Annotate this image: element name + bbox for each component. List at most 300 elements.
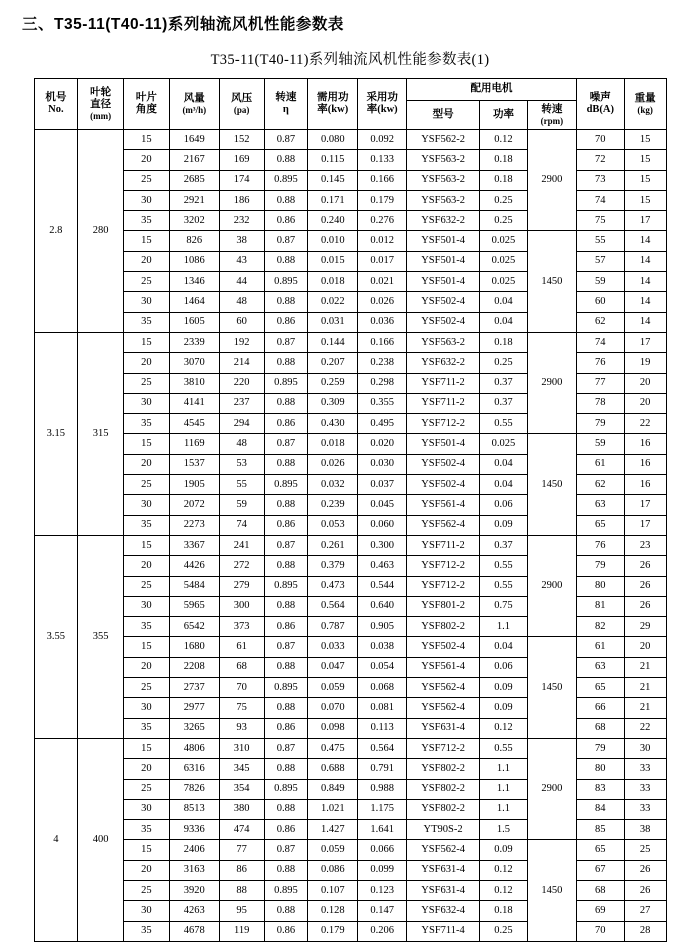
cell-efficiency: 0.87 bbox=[264, 637, 308, 657]
cell-motor-power: 0.25 bbox=[480, 353, 528, 373]
cell-required-power: 0.309 bbox=[308, 393, 358, 413]
cell-air-volume: 2685 bbox=[169, 170, 219, 190]
table-row bbox=[34, 130, 666, 150]
cell-air-pressure: 169 bbox=[219, 150, 264, 170]
cell-motor-model: YSF502-4 bbox=[407, 637, 480, 657]
cell-adopted-power: 0.133 bbox=[358, 150, 407, 170]
cell-air-volume: 2977 bbox=[169, 698, 219, 718]
cell-efficiency: 0.88 bbox=[264, 556, 308, 576]
section-title: 三、T35-11(T40-11)系列轴流风机性能参数表 bbox=[22, 16, 344, 33]
cell-air-pressure: 354 bbox=[219, 779, 264, 799]
cell-noise: 70 bbox=[576, 130, 624, 150]
cell-weight: 17 bbox=[624, 495, 666, 515]
cell-motor-power: 0.04 bbox=[480, 292, 528, 312]
cell-blade-angle: 25 bbox=[124, 272, 170, 292]
cell-adopted-power: 0.020 bbox=[358, 434, 407, 454]
cell-noise: 78 bbox=[576, 393, 624, 413]
table-row bbox=[34, 738, 666, 758]
cell-blade-angle: 35 bbox=[124, 414, 170, 434]
cell-motor-model: YT90S-2 bbox=[407, 820, 480, 840]
table-row bbox=[34, 840, 666, 860]
cell-air-pressure: 294 bbox=[219, 414, 264, 434]
cell-air-pressure: 86 bbox=[219, 860, 264, 880]
cell-required-power: 0.010 bbox=[308, 231, 358, 251]
cell-efficiency: 0.895 bbox=[264, 880, 308, 900]
cell-noise: 61 bbox=[576, 454, 624, 474]
cell-noise: 70 bbox=[576, 921, 624, 941]
cell-efficiency: 0.88 bbox=[264, 657, 308, 677]
cell-required-power: 0.070 bbox=[308, 698, 358, 718]
header-required-power-line2: 率(kw) bbox=[317, 104, 349, 115]
cell-weight: 16 bbox=[624, 475, 666, 495]
cell-required-power: 0.128 bbox=[308, 901, 358, 921]
cell-air-volume: 3202 bbox=[169, 211, 219, 231]
cell-impeller-diameter: 280 bbox=[78, 130, 124, 333]
cell-weight: 15 bbox=[624, 150, 666, 170]
cell-air-pressure: 70 bbox=[219, 678, 264, 698]
cell-motor-power: 0.06 bbox=[480, 657, 528, 677]
cell-required-power: 0.098 bbox=[308, 718, 358, 738]
header-impeller-diameter-unit: (mm) bbox=[90, 110, 112, 121]
cell-adopted-power: 0.791 bbox=[358, 759, 407, 779]
cell-motor-model: YSF563-2 bbox=[407, 190, 480, 210]
cell-air-volume: 6316 bbox=[169, 759, 219, 779]
cell-adopted-power: 0.238 bbox=[358, 353, 407, 373]
cell-required-power: 0.261 bbox=[308, 535, 358, 555]
cell-efficiency: 0.88 bbox=[264, 454, 308, 474]
cell-motor-model: YSF502-4 bbox=[407, 454, 480, 474]
cell-model-no: 3.55 bbox=[34, 535, 78, 738]
cell-blade-angle: 20 bbox=[124, 353, 170, 373]
cell-blade-angle: 30 bbox=[124, 901, 170, 921]
cell-efficiency: 0.88 bbox=[264, 292, 308, 312]
cell-motor-power: 1.5 bbox=[480, 820, 528, 840]
cell-motor-power: 0.09 bbox=[480, 840, 528, 860]
cell-required-power: 0.240 bbox=[308, 211, 358, 231]
cell-blade-angle: 25 bbox=[124, 779, 170, 799]
cell-motor-speed: 2900 bbox=[527, 535, 576, 636]
cell-noise: 63 bbox=[576, 657, 624, 677]
cell-noise: 72 bbox=[576, 150, 624, 170]
cell-adopted-power: 0.037 bbox=[358, 475, 407, 495]
cell-blade-angle: 35 bbox=[124, 820, 170, 840]
cell-air-pressure: 44 bbox=[219, 272, 264, 292]
cell-motor-model: YSF501-4 bbox=[407, 272, 480, 292]
cell-noise: 65 bbox=[576, 678, 624, 698]
cell-efficiency: 0.88 bbox=[264, 150, 308, 170]
cell-efficiency: 0.86 bbox=[264, 617, 308, 637]
cell-motor-power: 0.04 bbox=[480, 312, 528, 332]
cell-efficiency: 0.88 bbox=[264, 495, 308, 515]
cell-blade-angle: 20 bbox=[124, 657, 170, 677]
cell-weight: 27 bbox=[624, 901, 666, 921]
cell-adopted-power: 0.012 bbox=[358, 231, 407, 251]
cell-noise: 59 bbox=[576, 434, 624, 454]
cell-blade-angle: 15 bbox=[124, 434, 170, 454]
cell-required-power: 0.145 bbox=[308, 170, 358, 190]
cell-weight: 26 bbox=[624, 860, 666, 880]
cell-efficiency: 0.87 bbox=[264, 535, 308, 555]
cell-efficiency: 0.88 bbox=[264, 759, 308, 779]
cell-motor-model: YSF502-4 bbox=[407, 312, 480, 332]
table-body bbox=[34, 130, 666, 942]
cell-blade-angle: 15 bbox=[124, 332, 170, 352]
cell-air-pressure: 214 bbox=[219, 353, 264, 373]
cell-noise: 62 bbox=[576, 312, 624, 332]
cell-efficiency: 0.86 bbox=[264, 312, 308, 332]
cell-blade-angle: 30 bbox=[124, 596, 170, 616]
cell-required-power: 0.475 bbox=[308, 738, 358, 758]
cell-efficiency: 0.87 bbox=[264, 434, 308, 454]
cell-efficiency: 0.87 bbox=[264, 130, 308, 150]
cell-air-pressure: 95 bbox=[219, 901, 264, 921]
cell-blade-angle: 35 bbox=[124, 617, 170, 637]
cell-weight: 28 bbox=[624, 921, 666, 941]
cell-motor-power: 0.06 bbox=[480, 495, 528, 515]
header-air-pressure-unit: (pa) bbox=[233, 104, 250, 115]
cell-blade-angle: 30 bbox=[124, 799, 170, 819]
cell-motor-power: 1.1 bbox=[480, 617, 528, 637]
cell-required-power: 0.688 bbox=[308, 759, 358, 779]
cell-motor-model: YSF501-4 bbox=[407, 231, 480, 251]
cell-noise: 68 bbox=[576, 718, 624, 738]
cell-air-pressure: 232 bbox=[219, 211, 264, 231]
cell-motor-model: YSF632-2 bbox=[407, 211, 480, 231]
cell-motor-power: 1.1 bbox=[480, 759, 528, 779]
cell-adopted-power: 0.054 bbox=[358, 657, 407, 677]
cell-efficiency: 0.86 bbox=[264, 211, 308, 231]
cell-noise: 80 bbox=[576, 759, 624, 779]
cell-noise: 83 bbox=[576, 779, 624, 799]
cell-weight: 14 bbox=[624, 312, 666, 332]
cell-required-power: 1.427 bbox=[308, 820, 358, 840]
header-noise-line2: dB(A) bbox=[586, 104, 614, 115]
header-air-pressure-line1: 风压 bbox=[231, 92, 253, 104]
cell-air-volume: 3265 bbox=[169, 718, 219, 738]
cell-motor-speed: 2900 bbox=[527, 738, 576, 839]
cell-adopted-power: 0.544 bbox=[358, 576, 407, 596]
table-row bbox=[34, 231, 666, 251]
cell-air-pressure: 38 bbox=[219, 231, 264, 251]
cell-motor-speed: 2900 bbox=[527, 130, 576, 231]
header-air-volume bbox=[169, 79, 219, 130]
document-page bbox=[0, 12, 700, 937]
cell-motor-power: 0.09 bbox=[480, 515, 528, 535]
header-adopted-power bbox=[358, 79, 407, 130]
cell-motor-power: 0.09 bbox=[480, 698, 528, 718]
cell-motor-model: YSF563-2 bbox=[407, 150, 480, 170]
cell-adopted-power: 0.092 bbox=[358, 130, 407, 150]
header-impeller-diameter-line2: 直径 bbox=[90, 98, 112, 110]
header-blade-angle-line2: 角度 bbox=[135, 104, 157, 115]
cell-noise: 60 bbox=[576, 292, 624, 312]
cell-motor-power: 0.18 bbox=[480, 170, 528, 190]
table-header bbox=[34, 79, 666, 130]
header-model-no-line1: 机号 bbox=[45, 91, 67, 103]
cell-adopted-power: 0.988 bbox=[358, 779, 407, 799]
cell-air-pressure: 48 bbox=[219, 434, 264, 454]
header-motor-speed bbox=[527, 101, 576, 130]
header-required-power bbox=[308, 79, 358, 130]
cell-motor-power: 0.55 bbox=[480, 556, 528, 576]
cell-blade-angle: 30 bbox=[124, 292, 170, 312]
cell-air-volume: 2921 bbox=[169, 190, 219, 210]
cell-noise: 73 bbox=[576, 170, 624, 190]
cell-motor-model: YSF802-2 bbox=[407, 617, 480, 637]
cell-motor-model: YSF712-2 bbox=[407, 556, 480, 576]
cell-noise: 76 bbox=[576, 535, 624, 555]
cell-blade-angle: 30 bbox=[124, 698, 170, 718]
header-air-volume-line1: 风量 bbox=[183, 92, 205, 104]
cell-weight: 14 bbox=[624, 292, 666, 312]
cell-adopted-power: 0.905 bbox=[358, 617, 407, 637]
cell-motor-model: YSF712-2 bbox=[407, 576, 480, 596]
cell-efficiency: 0.88 bbox=[264, 393, 308, 413]
cell-required-power: 0.033 bbox=[308, 637, 358, 657]
cell-air-pressure: 373 bbox=[219, 617, 264, 637]
cell-motor-model: YSF502-4 bbox=[407, 475, 480, 495]
cell-efficiency: 0.88 bbox=[264, 901, 308, 921]
cell-motor-model: YSF562-4 bbox=[407, 698, 480, 718]
cell-air-volume: 2208 bbox=[169, 657, 219, 677]
cell-motor-model: YSF711-2 bbox=[407, 373, 480, 393]
cell-weight: 14 bbox=[624, 231, 666, 251]
cell-adopted-power: 0.081 bbox=[358, 698, 407, 718]
cell-motor-power: 0.55 bbox=[480, 414, 528, 434]
cell-motor-model: YSF711-2 bbox=[407, 535, 480, 555]
cell-adopted-power: 0.640 bbox=[358, 596, 407, 616]
cell-required-power: 0.059 bbox=[308, 678, 358, 698]
cell-efficiency: 0.895 bbox=[264, 170, 308, 190]
cell-motor-model: YSF561-4 bbox=[407, 495, 480, 515]
cell-required-power: 0.207 bbox=[308, 353, 358, 373]
header-air-pressure bbox=[219, 79, 264, 130]
cell-adopted-power: 0.030 bbox=[358, 454, 407, 474]
cell-air-volume: 4806 bbox=[169, 738, 219, 758]
cell-air-volume: 3070 bbox=[169, 353, 219, 373]
cell-blade-angle: 15 bbox=[124, 231, 170, 251]
cell-air-pressure: 59 bbox=[219, 495, 264, 515]
cell-efficiency: 0.87 bbox=[264, 738, 308, 758]
cell-required-power: 0.047 bbox=[308, 657, 358, 677]
cell-efficiency: 0.88 bbox=[264, 353, 308, 373]
cell-efficiency: 0.895 bbox=[264, 272, 308, 292]
cell-motor-power: 0.12 bbox=[480, 130, 528, 150]
cell-motor-model: YSF563-2 bbox=[407, 170, 480, 190]
cell-motor-model: YSF802-2 bbox=[407, 799, 480, 819]
cell-noise: 80 bbox=[576, 576, 624, 596]
cell-noise: 57 bbox=[576, 251, 624, 271]
header-noise bbox=[576, 79, 624, 130]
cell-noise: 82 bbox=[576, 617, 624, 637]
cell-weight: 14 bbox=[624, 272, 666, 292]
cell-motor-power: 0.12 bbox=[480, 718, 528, 738]
cell-air-pressure: 174 bbox=[219, 170, 264, 190]
cell-noise: 63 bbox=[576, 495, 624, 515]
cell-motor-model: YSF561-4 bbox=[407, 657, 480, 677]
cell-efficiency: 0.88 bbox=[264, 596, 308, 616]
cell-required-power: 0.080 bbox=[308, 130, 358, 150]
cell-efficiency: 0.86 bbox=[264, 414, 308, 434]
header-adopted-power-line2: 率(kw) bbox=[366, 104, 398, 115]
fan-performance-table bbox=[34, 78, 667, 942]
cell-blade-angle: 15 bbox=[124, 637, 170, 657]
cell-weight: 17 bbox=[624, 211, 666, 231]
cell-motor-speed: 1450 bbox=[527, 434, 576, 535]
cell-air-volume: 3163 bbox=[169, 860, 219, 880]
cell-air-volume: 1649 bbox=[169, 130, 219, 150]
table-row bbox=[34, 434, 666, 454]
cell-adopted-power: 0.298 bbox=[358, 373, 407, 393]
cell-blade-angle: 25 bbox=[124, 880, 170, 900]
cell-motor-model: YSF562-4 bbox=[407, 678, 480, 698]
cell-impeller-diameter: 355 bbox=[78, 535, 124, 738]
cell-weight: 20 bbox=[624, 637, 666, 657]
cell-motor-model: YSF711-2 bbox=[407, 393, 480, 413]
cell-adopted-power: 0.495 bbox=[358, 414, 407, 434]
cell-air-pressure: 75 bbox=[219, 698, 264, 718]
cell-motor-model: YSF631-4 bbox=[407, 880, 480, 900]
cell-adopted-power: 0.123 bbox=[358, 880, 407, 900]
cell-blade-angle: 30 bbox=[124, 393, 170, 413]
cell-blade-angle: 30 bbox=[124, 495, 170, 515]
cell-air-pressure: 48 bbox=[219, 292, 264, 312]
cell-motor-speed: 2900 bbox=[527, 332, 576, 433]
cell-weight: 15 bbox=[624, 190, 666, 210]
cell-weight: 16 bbox=[624, 454, 666, 474]
cell-blade-angle: 35 bbox=[124, 921, 170, 941]
header-weight-line1: 重量 bbox=[634, 92, 656, 104]
cell-air-pressure: 186 bbox=[219, 190, 264, 210]
cell-noise: 65 bbox=[576, 840, 624, 860]
header-motor-group: 配用电机 bbox=[407, 79, 577, 101]
cell-motor-power: 1.1 bbox=[480, 779, 528, 799]
cell-air-volume: 1905 bbox=[169, 475, 219, 495]
cell-motor-power: 0.18 bbox=[480, 332, 528, 352]
cell-motor-power: 0.25 bbox=[480, 190, 528, 210]
cell-noise: 55 bbox=[576, 231, 624, 251]
cell-air-pressure: 152 bbox=[219, 130, 264, 150]
cell-required-power: 0.018 bbox=[308, 272, 358, 292]
cell-motor-power: 0.37 bbox=[480, 373, 528, 393]
cell-air-volume: 1605 bbox=[169, 312, 219, 332]
cell-noise: 67 bbox=[576, 860, 624, 880]
cell-weight: 19 bbox=[624, 353, 666, 373]
cell-air-volume: 2339 bbox=[169, 332, 219, 352]
cell-motor-model: YSF632-2 bbox=[407, 353, 480, 373]
cell-air-volume: 5484 bbox=[169, 576, 219, 596]
header-impeller-diameter bbox=[78, 79, 124, 130]
cell-air-pressure: 88 bbox=[219, 880, 264, 900]
cell-motor-power: 0.55 bbox=[480, 738, 528, 758]
cell-noise: 74 bbox=[576, 190, 624, 210]
cell-required-power: 0.115 bbox=[308, 150, 358, 170]
cell-weight: 17 bbox=[624, 332, 666, 352]
cell-motor-speed: 1450 bbox=[527, 840, 576, 941]
cell-air-pressure: 345 bbox=[219, 759, 264, 779]
cell-air-pressure: 300 bbox=[219, 596, 264, 616]
cell-air-pressure: 53 bbox=[219, 454, 264, 474]
cell-motor-speed: 1450 bbox=[527, 637, 576, 738]
cell-efficiency: 0.895 bbox=[264, 475, 308, 495]
cell-motor-speed: 1450 bbox=[527, 231, 576, 332]
header-required-power-line1: 需用功 bbox=[317, 91, 349, 103]
cell-weight: 33 bbox=[624, 799, 666, 819]
table-caption: T35-11(T40-11)系列轴流风机性能参数表(1) bbox=[210, 52, 490, 68]
cell-efficiency: 0.86 bbox=[264, 921, 308, 941]
cell-adopted-power: 0.147 bbox=[358, 901, 407, 921]
cell-air-volume: 2167 bbox=[169, 150, 219, 170]
cell-motor-power: 0.025 bbox=[480, 251, 528, 271]
cell-adopted-power: 0.166 bbox=[358, 170, 407, 190]
cell-noise: 75 bbox=[576, 211, 624, 231]
cell-required-power: 0.171 bbox=[308, 190, 358, 210]
cell-efficiency: 0.895 bbox=[264, 576, 308, 596]
cell-motor-power: 0.37 bbox=[480, 535, 528, 555]
cell-efficiency: 0.87 bbox=[264, 840, 308, 860]
cell-air-pressure: 119 bbox=[219, 921, 264, 941]
cell-motor-model: YSF802-2 bbox=[407, 759, 480, 779]
cell-adopted-power: 0.060 bbox=[358, 515, 407, 535]
cell-adopted-power: 0.113 bbox=[358, 718, 407, 738]
header-efficiency-line1: 转速 bbox=[275, 91, 297, 103]
cell-noise: 79 bbox=[576, 738, 624, 758]
header-model-no-line2: No. bbox=[48, 104, 64, 115]
cell-air-volume: 4678 bbox=[169, 921, 219, 941]
cell-efficiency: 0.86 bbox=[264, 820, 308, 840]
header-motor-speed-unit: (rpm) bbox=[540, 115, 564, 126]
cell-weight: 20 bbox=[624, 373, 666, 393]
cell-motor-model: YSF562-2 bbox=[407, 130, 480, 150]
cell-blade-angle: 35 bbox=[124, 312, 170, 332]
header-motor-model: 型号 bbox=[407, 101, 480, 130]
cell-motor-power: 0.18 bbox=[480, 150, 528, 170]
cell-air-pressure: 77 bbox=[219, 840, 264, 860]
cell-air-pressure: 60 bbox=[219, 312, 264, 332]
cell-weight: 20 bbox=[624, 393, 666, 413]
cell-adopted-power: 0.045 bbox=[358, 495, 407, 515]
cell-weight: 26 bbox=[624, 576, 666, 596]
cell-motor-model: YSF562-4 bbox=[407, 840, 480, 860]
cell-required-power: 0.018 bbox=[308, 434, 358, 454]
cell-motor-model: YSF632-4 bbox=[407, 901, 480, 921]
cell-air-volume: 1086 bbox=[169, 251, 219, 271]
cell-air-volume: 2737 bbox=[169, 678, 219, 698]
cell-noise: 69 bbox=[576, 901, 624, 921]
cell-motor-model: YSF563-2 bbox=[407, 332, 480, 352]
cell-required-power: 0.107 bbox=[308, 880, 358, 900]
cell-blade-angle: 30 bbox=[124, 190, 170, 210]
cell-required-power: 0.379 bbox=[308, 556, 358, 576]
cell-required-power: 0.473 bbox=[308, 576, 358, 596]
cell-adopted-power: 0.068 bbox=[358, 678, 407, 698]
cell-efficiency: 0.88 bbox=[264, 190, 308, 210]
cell-air-pressure: 61 bbox=[219, 637, 264, 657]
cell-weight: 33 bbox=[624, 779, 666, 799]
cell-required-power: 0.564 bbox=[308, 596, 358, 616]
cell-model-no: 4 bbox=[34, 738, 78, 941]
cell-blade-angle: 25 bbox=[124, 576, 170, 596]
cell-weight: 21 bbox=[624, 657, 666, 677]
cell-impeller-diameter: 315 bbox=[78, 332, 124, 535]
cell-air-volume: 2406 bbox=[169, 840, 219, 860]
cell-adopted-power: 0.021 bbox=[358, 272, 407, 292]
cell-noise: 79 bbox=[576, 556, 624, 576]
cell-weight: 26 bbox=[624, 596, 666, 616]
cell-efficiency: 0.88 bbox=[264, 698, 308, 718]
cell-weight: 21 bbox=[624, 698, 666, 718]
cell-required-power: 0.086 bbox=[308, 860, 358, 880]
